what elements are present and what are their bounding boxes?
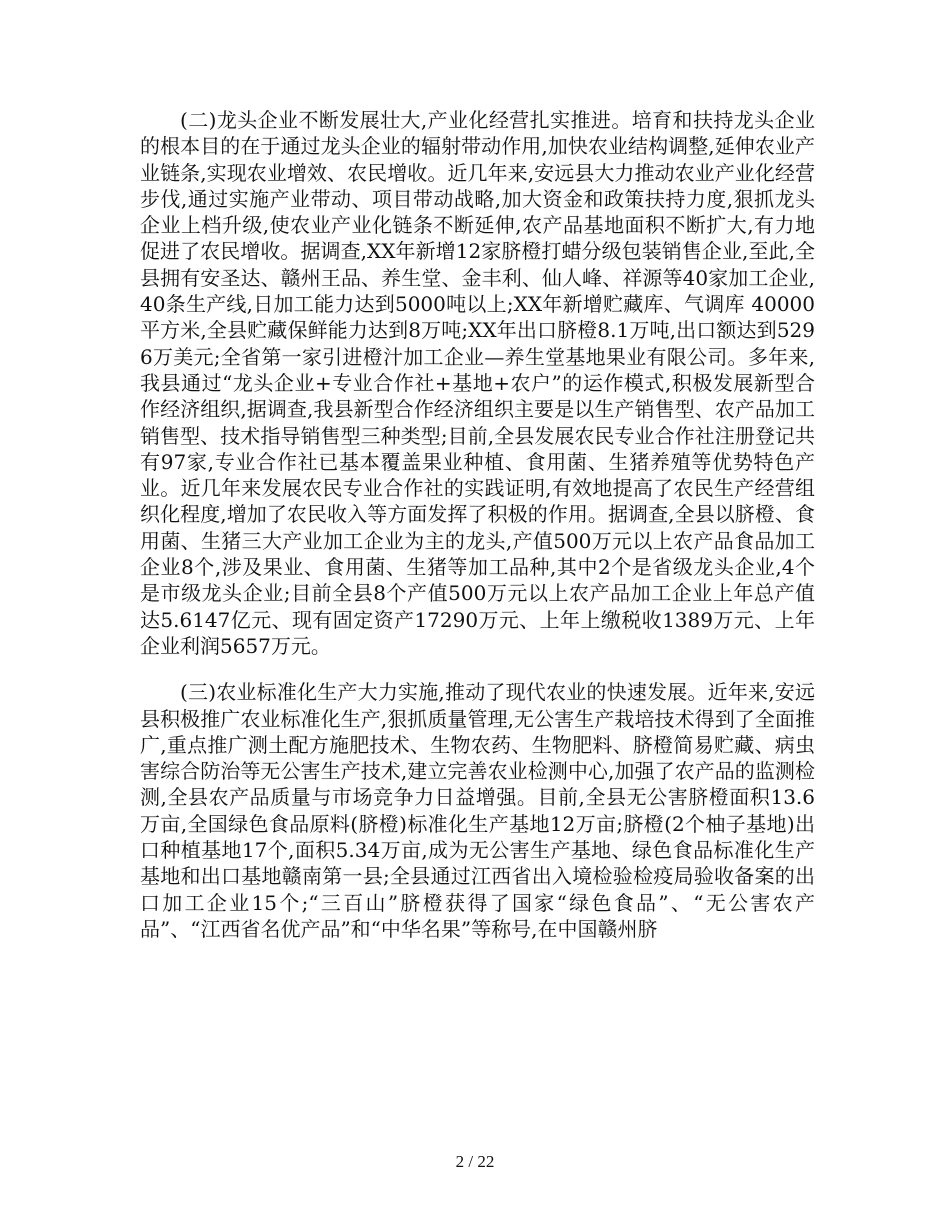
page-number: 2 / 22 bbox=[455, 1152, 495, 1171]
paragraph-agricultural-standardization: (三)农业标准化生产大力实施,推动了现代农业的快速发展。近年来,安远县积极推广农业标准化生产,狠抓质量管理,无公害生产栽培技术得到了全面推广,重点推广测土配方施肥技术、生物农药、生物肥料、脐橙简易贮藏、病虫害综合防治等无公害生产技术,建立完善农业检测中心,加强了农产品的监测检测,全县农产品质量与市场竞争力日益增强。目前,全县无公害脐橙面积13.6万亩,全国绿色食品原料(脐橙)标准化生产基地12万亩;脐橙(2个柚子基地)出口种植基地17个,面积5.34万亩,成为无公害生产基地、绿色食品标准化生产基地和出口基地赣南第一县;全县通过江西省出入境检验检疫局验收备案的出口加工企业15个;“三百山”脐橙获得了国家“绿色食品”、“无公害农产品”、“江西省名优产品”和“中华名果”等称号,在中国赣州脐 bbox=[140, 680, 815, 941]
paragraph-dragon-head-enterprises: (二)龙头企业不断发展壮大,产业化经营扎实推进。培育和扶持龙头企业的根本目的在于通过龙头企业的辐射带动作用,加快农业结构调整,延伸农业产业链条,实现农业增效、农民增收。近几年来,安远县大力推动农业产业化经营步伐,通过实施产业带动、项目带动战略,加大资金和政策扶持力度,狠抓龙头企业上档升级,使农业产业化链条不断延伸,农产品基地面积不断扩大,有力地促进了农民增收。据调查,XX年新增12家脐橙打蜡分级包装销售企业,至此,全县拥有安圣达、赣州王品、养生堂、金丰利、仙人峰、祥源等40家加工企业,40条生产线,日加工能力达到5000吨以上;XX年新增贮藏库、气调库 40000平方米,全县贮藏保鲜能力达到8万吨;XX年出口脐橙8.1万吨,出口额达到5296万美元;全省第一家引进橙汁加工企业—养生堂基地果业有限公司。多年来,我县通过“龙头企业+专业合作社+基地+农户”的运作模式,积极发展新型合作经济组织,据调查,我县新型合作经济组织主要是以生产销售型、农产品加工销售型、技术指导销售型三种类型;目前,全县发展农民专业合作社注册登记共有97家,专业合作社已基本覆盖果业种植、食用菌、生猪养殖等优势特色产业。近几年来发展农民专业合作社的实践证明,有效地提高了农民生产经营组织化程度,增加了农民收入等方面发挥了积极的作用。据调查,全县以脐橙、食用菌、生猪三大产业加工企业为主的龙头,产值500万元以上农产品食品加工企业8个,涉及果业、食用菌、生猪等加工品种,其中2个是省级龙头企业,4个是市级龙头企业;目前全县8个产值500万元以上农产品加工企业上年总产值达5.6147亿元、现有固定资产17290万元、上年上缴税收1389万元、上年企业利润5657万元。 bbox=[140, 108, 815, 658]
document-body bbox=[140, 107, 815, 942]
